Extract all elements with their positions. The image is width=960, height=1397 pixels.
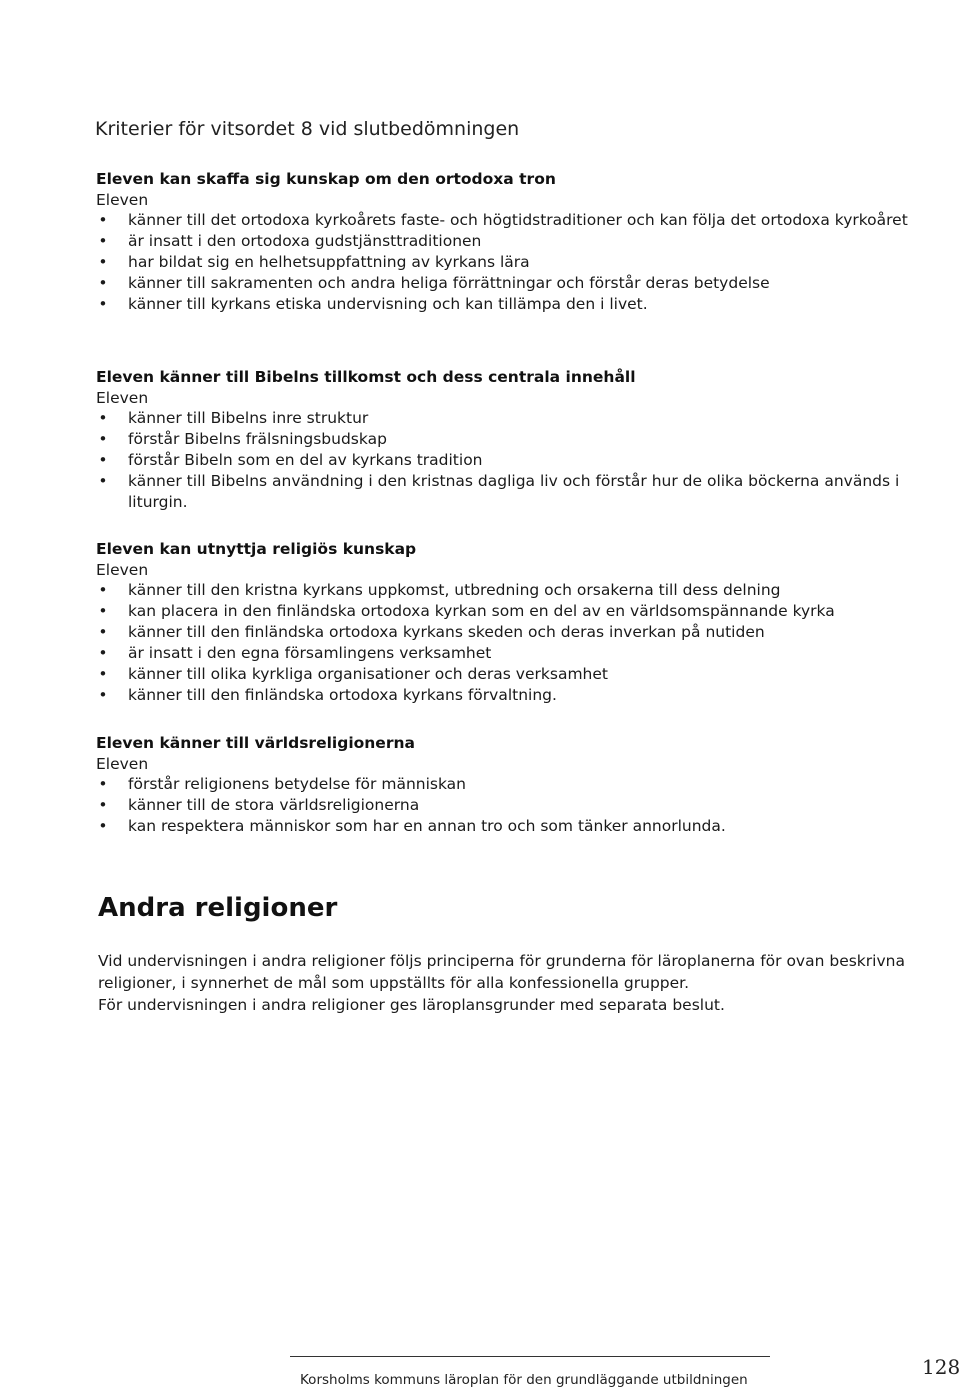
list-item bbox=[96, 580, 926, 601]
intro-text: För undervisningen i andra religioner ges läroplansgrunder med separata beslut. bbox=[98, 996, 725, 1014]
list-item bbox=[96, 210, 926, 231]
criteria-list bbox=[96, 774, 926, 837]
section-subject: Eleven bbox=[96, 191, 149, 209]
list-item-text: förstår Bibeln som en del av kyrkans tradition bbox=[128, 451, 483, 469]
section-heading: Eleven kan skaffa sig kunskap om den ortodoxa tron bbox=[96, 170, 556, 188]
main-heading: Andra religioner bbox=[98, 893, 338, 923]
list-item-text: kan respektera människor som har en annan tro och som tänker annorlunda. bbox=[128, 817, 726, 835]
list-item-text: kan placera in den finländska ortodoxa kyrkan som en del av en världsomspännande kyrka bbox=[128, 602, 835, 620]
list-item-text: känner till Bibelns inre struktur bbox=[128, 409, 369, 427]
bullet-icon: • bbox=[98, 602, 108, 620]
bullet-icon: • bbox=[98, 817, 108, 835]
list-item-text: känner till den finländska ortodoxa kyrkans skeden och deras inverkan på nutiden bbox=[128, 623, 765, 641]
list-item-text: är insatt i den ortodoxa gudstjänsttraditionen bbox=[128, 232, 482, 250]
section-heading: Eleven kan utnyttja religiös kunskap bbox=[96, 540, 417, 558]
bullet-icon: • bbox=[98, 775, 108, 793]
page-number: 128 bbox=[922, 1355, 960, 1379]
list-item bbox=[96, 774, 926, 795]
list-item-text: känner till olika kyrkliga organisationer och deras verksamhet bbox=[128, 665, 608, 683]
list-item bbox=[96, 622, 926, 643]
bullet-icon: • bbox=[98, 623, 108, 641]
section-heading: Eleven känner till Bibelns tillkomst och dess centrala innehåll bbox=[96, 368, 636, 386]
list-item-text: känner till det ortodoxa kyrkoårets faste- och högtidstraditioner och kan följa det ortodoxa kyrkoåret bbox=[128, 211, 908, 229]
list-item bbox=[96, 643, 926, 664]
list-item-text: förstår Bibelns frälsningsbudskap bbox=[128, 430, 387, 448]
list-item-text: känner till Bibelns användning i den kristnas dagliga liv och förstår hur de olika böckerna används i liturgin. bbox=[128, 472, 900, 511]
list-item bbox=[96, 450, 926, 471]
criteria-list bbox=[96, 210, 926, 315]
criteria-list bbox=[96, 408, 926, 513]
bullet-icon: • bbox=[98, 409, 108, 427]
bullet-icon: • bbox=[98, 274, 108, 292]
list-item bbox=[96, 273, 926, 294]
criteria-list bbox=[96, 580, 926, 706]
list-item-text: känner till den kristna kyrkans uppkomst, utbredning och orsakerna till dess delning bbox=[128, 581, 781, 599]
list-item bbox=[96, 795, 926, 816]
page-title: Kriterier för vitsordet 8 vid slutbedömningen bbox=[95, 118, 520, 140]
bullet-icon: • bbox=[98, 232, 108, 250]
criteria-section bbox=[96, 538, 926, 706]
criteria-section bbox=[96, 732, 926, 837]
list-item bbox=[96, 429, 926, 450]
bullet-icon: • bbox=[98, 665, 108, 683]
list-item bbox=[96, 471, 926, 513]
bullet-icon: • bbox=[98, 581, 108, 599]
list-item-text: förstår religionens betydelse för människan bbox=[128, 775, 466, 793]
list-item-text: känner till kyrkans etiska undervisning och kan tillämpa den i livet. bbox=[128, 295, 648, 313]
section-subject: Eleven bbox=[96, 389, 149, 407]
criteria-section bbox=[96, 366, 926, 513]
list-item bbox=[96, 685, 926, 706]
list-item-text: känner till sakramenten och andra heliga förrättningar och förstår deras betydelse bbox=[128, 274, 770, 292]
list-item bbox=[96, 816, 926, 837]
list-item bbox=[96, 252, 926, 273]
footer-divider bbox=[290, 1356, 770, 1357]
list-item-text: känner till de stora världsreligionerna bbox=[128, 796, 420, 814]
list-item-text: känner till den finländska ortodoxa kyrkans förvaltning. bbox=[128, 686, 557, 704]
bullet-icon: • bbox=[98, 796, 108, 814]
bullet-icon: • bbox=[98, 472, 108, 490]
list-item bbox=[96, 294, 926, 315]
bullet-icon: • bbox=[98, 253, 108, 271]
bullet-icon: • bbox=[98, 686, 108, 704]
bullet-icon: • bbox=[98, 211, 108, 229]
criteria-section bbox=[96, 168, 926, 315]
bullet-icon: • bbox=[98, 644, 108, 662]
list-item bbox=[96, 601, 926, 622]
list-item bbox=[96, 231, 926, 252]
section-subject: Eleven bbox=[96, 561, 149, 579]
footer-text: Korsholms kommuns läroplan för den grundläggande utbildningen bbox=[300, 1372, 748, 1388]
list-item-text: har bildat sig en helhetsuppfattning av kyrkans lära bbox=[128, 253, 530, 271]
list-item-text: är insatt i den egna församlingens verksamhet bbox=[128, 644, 492, 662]
intro-paragraph bbox=[98, 950, 928, 1016]
intro-text: Vid undervisningen i andra religioner följs principerna för grunderna för läroplanerna för ovan beskrivna religioner, i synnerhet de mål som uppställts för alla konfessionella grupper. bbox=[98, 952, 905, 992]
section-subject: Eleven bbox=[96, 755, 149, 773]
bullet-icon: • bbox=[98, 430, 108, 448]
bullet-icon: • bbox=[98, 451, 108, 469]
list-item bbox=[96, 408, 926, 429]
section-heading: Eleven känner till världsreligionerna bbox=[96, 734, 415, 752]
bullet-icon: • bbox=[98, 295, 108, 313]
list-item bbox=[96, 664, 926, 685]
